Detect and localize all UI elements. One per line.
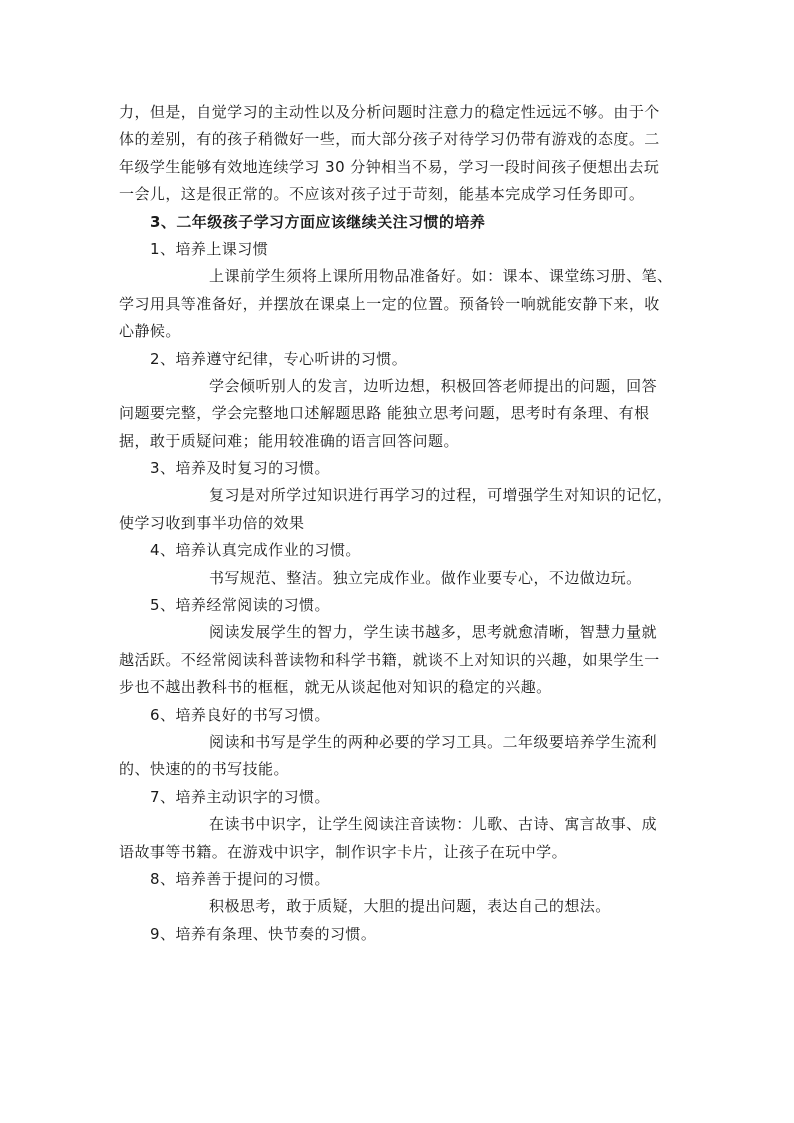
text-line: 学习用具等准备好，并摆放在课桌上一定的位置。预备铃一响就能安静下来，收 — [119, 294, 660, 313]
text-line: 9、培养有条理、快节奏的习惯。 — [150, 924, 377, 943]
text-line: 的、快速的的书写技能。 — [119, 760, 289, 779]
text-line: 积极思考，敢于质疑，大胆的提出问题，表达自己的想法。 — [209, 897, 611, 916]
text-line: 据，敢于质疑问难；能用较准确的语言回答问题。 — [119, 431, 459, 450]
section-heading: 3、二年级孩子学习方面应该继续关注习惯的培养 — [150, 212, 486, 231]
text-line: 一会儿，这是很正常的。不应该对孩子过于苛刻，能基本完成学习任务即可。 — [119, 185, 645, 204]
text-line: 8、培养善于提问的习惯。 — [150, 869, 330, 888]
text-line: 3、培养及时复习的习惯。 — [150, 459, 330, 478]
text-line: 复习是对所学过知识进行再学习的过程，可增强学生对知识的记忆， — [209, 486, 673, 505]
text-line: 在读书中识字，让学生阅读注音读物：儿歌、古诗、寓言故事、成 — [209, 815, 658, 834]
text-line: 越活跃。不经常阅读科普读物和科学书籍，就谈不上对知识的兴趣，如果学生一 — [119, 650, 660, 669]
text-line: 2、培养遵守纪律，专心听讲的习惯。 — [150, 349, 408, 368]
text-line: 6、培养良好的书写习惯。 — [150, 705, 330, 724]
text-line: 4、培养认真完成作业的习惯。 — [150, 541, 361, 560]
text-line: 心静候。 — [119, 322, 181, 341]
text-line: 年级学生能够有效地连续学习 30 分钟相当不易，学习一段时间孩子便想出去玩 — [119, 157, 660, 176]
text-line: 阅读和书写是学生的两种必要的学习工具。二年级要培养学生流利 — [209, 732, 658, 751]
text-line: 使学习收到事半功倍的效果 — [119, 513, 305, 532]
text-line: 力，但是，自觉学习的主动性以及分析问题时注意力的稳定性远远不够。由于个 — [119, 103, 660, 121]
text-line: 5、培养经常阅读的习惯。 — [150, 596, 330, 615]
text-line: 语故事等书籍。在游戏中识字，制作识字卡片，让孩子在玩中学。 — [119, 842, 568, 861]
document-page — [119, 99, 683, 948]
text-line: 上课前学生须将上课所用物品准备好。如：课本、课堂练习册、笔、 — [209, 267, 673, 286]
text-line: 7、培养主动识字的习惯。 — [150, 787, 330, 806]
text-line: 学会倾听别人的发言，边听边想，积极回答老师提出的问题，回答 — [209, 376, 658, 395]
text-line: 问题要完整，学会完整地口述解题思路 能独立思考问题，思考时有条理、有根 — [119, 404, 650, 423]
text-line: 1、培养上课习惯 — [150, 239, 269, 258]
text-line: 书写规范、整洁。独立完成作业。做作业要专心，不边做边玩。 — [209, 568, 642, 587]
text-line: 步也不越出教科书的框框，就无从谈起他对知识的稳定的兴趣。 — [119, 678, 552, 697]
text-line: 阅读发展学生的智力，学生读书越多，思考就愈清晰，智慧力量就 — [209, 623, 658, 642]
text-line: 体的差别，有的孩子稍微好一些，而大部分孩子对待学习仍带有游戏的态度。二 — [119, 130, 660, 149]
